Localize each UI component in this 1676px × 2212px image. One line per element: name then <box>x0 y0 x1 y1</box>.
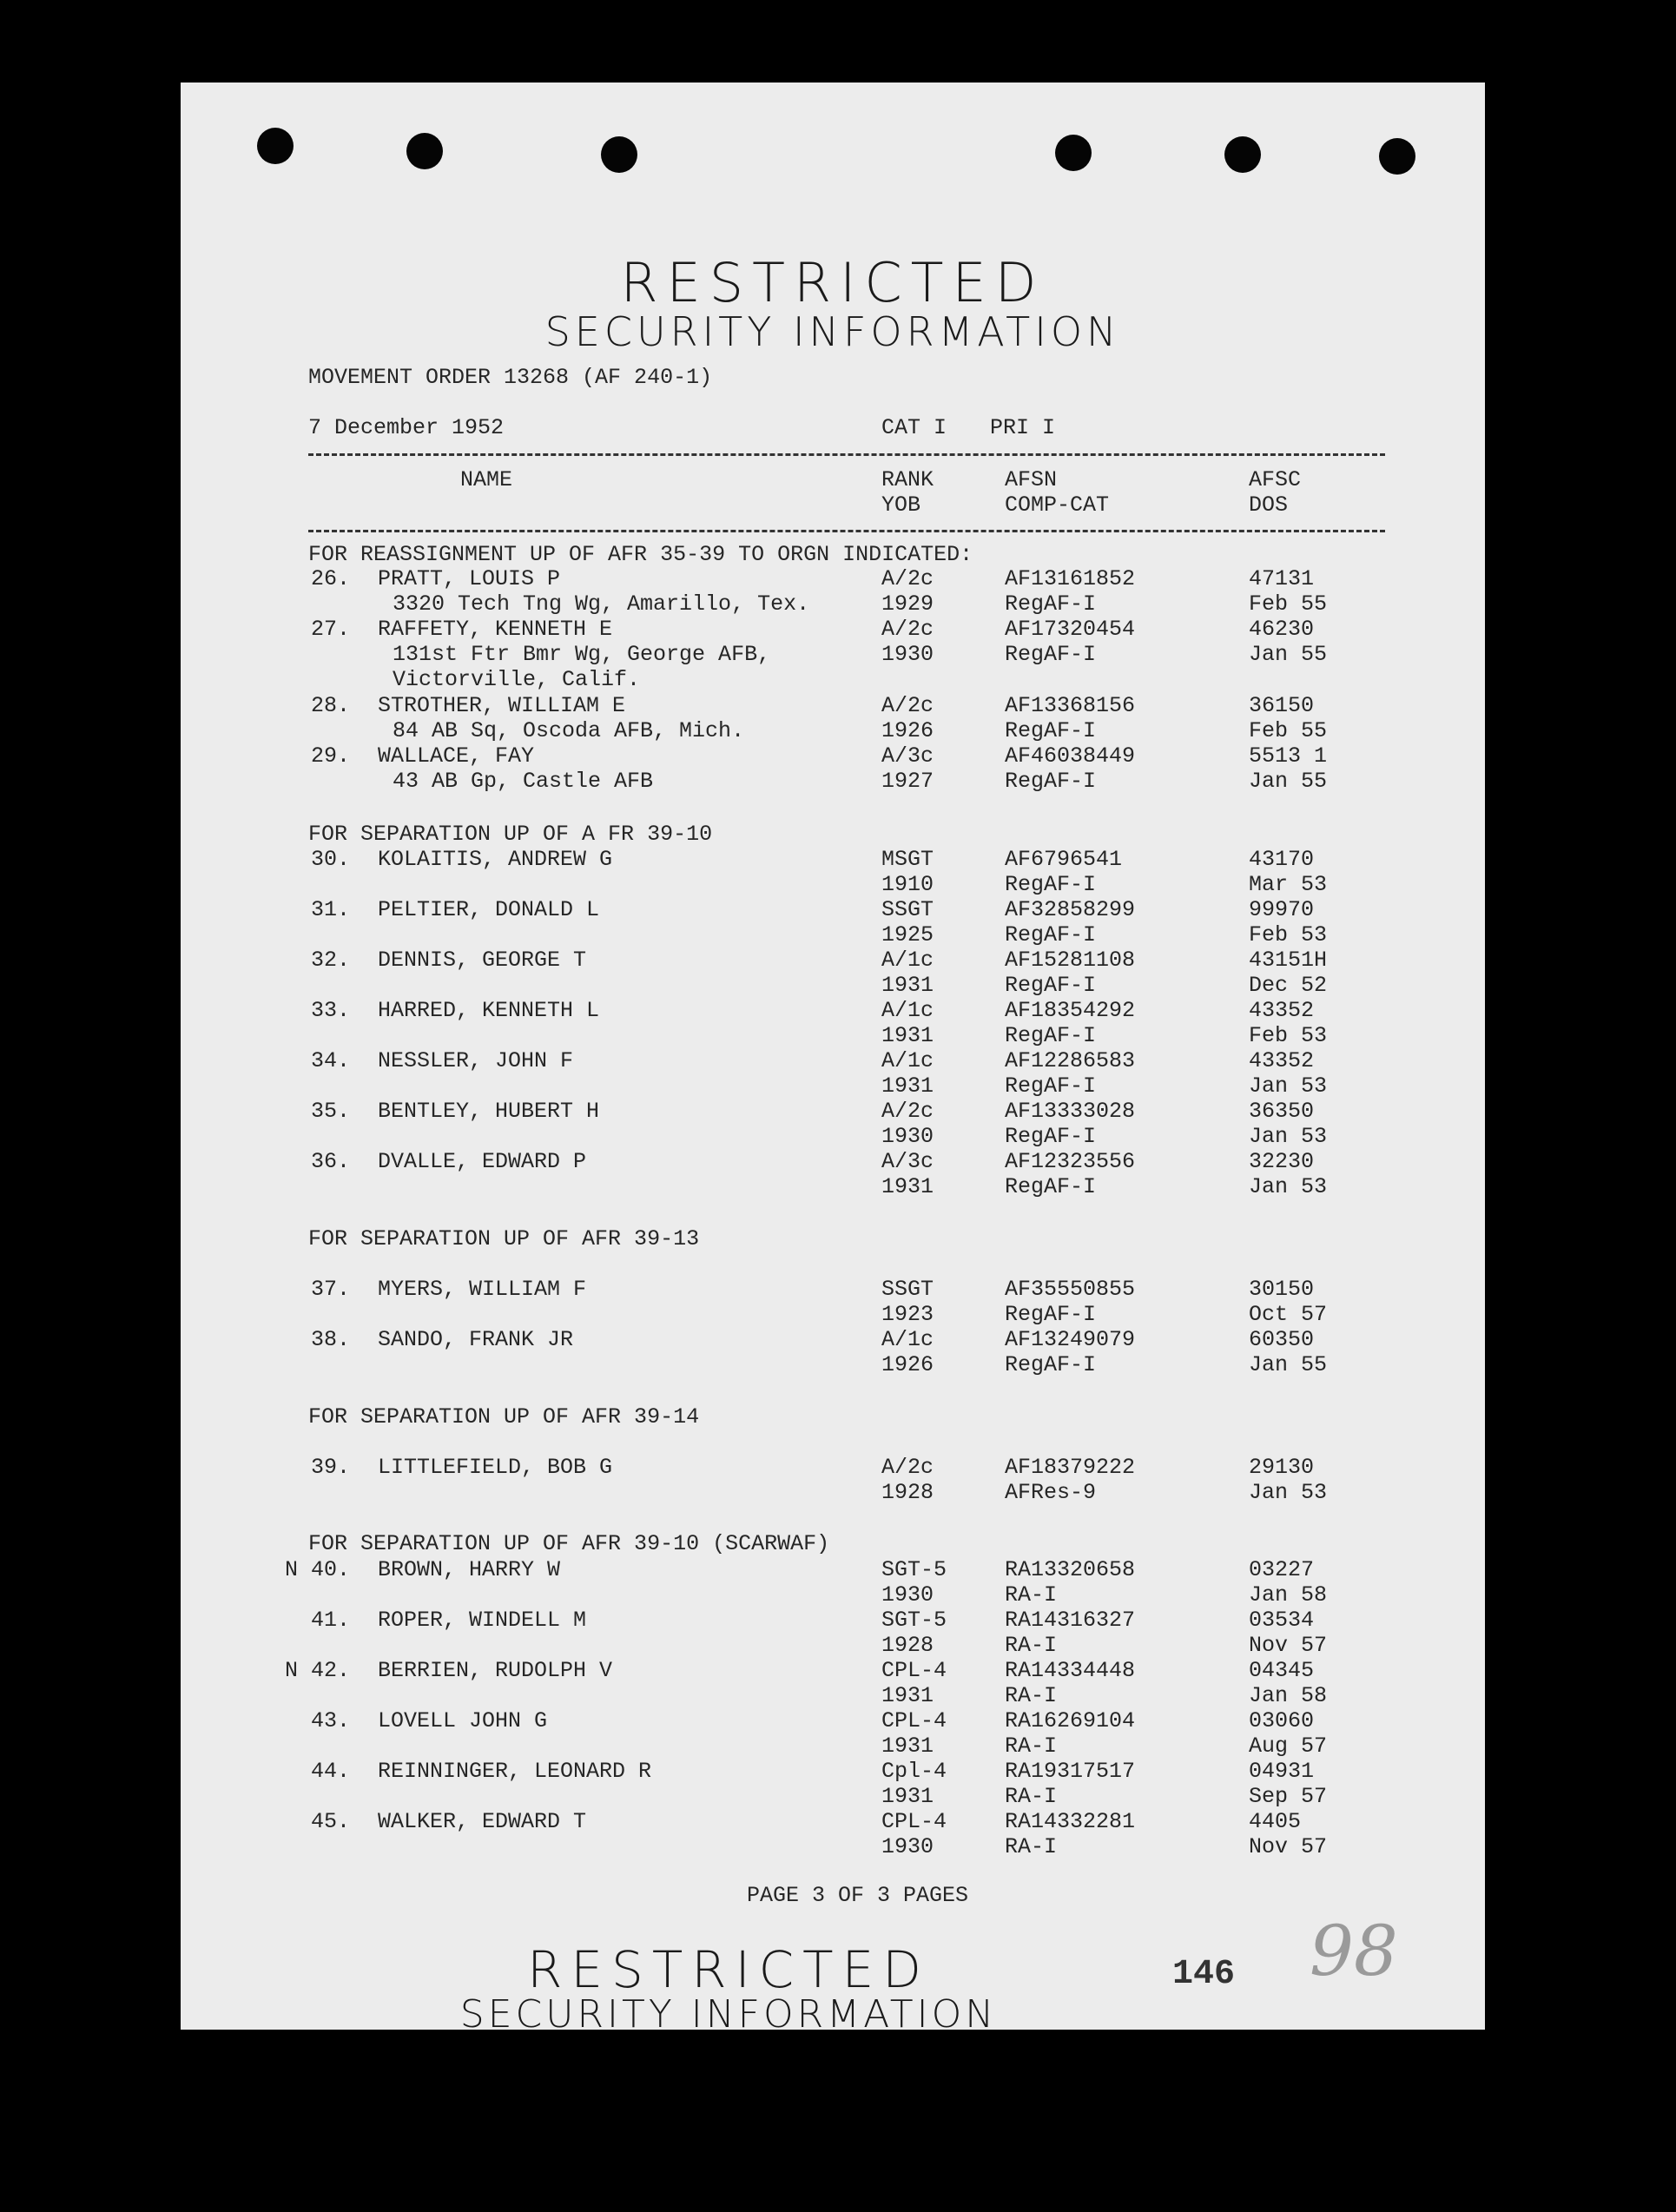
entry-number: 29. <box>311 743 351 769</box>
entry-unit: 3320 Tech Tng Wg, Amarillo, Tex. <box>393 591 810 617</box>
section-heading: FOR SEPARATION UP OF AFR 39-10 (SCARWAF) <box>308 1531 830 1556</box>
entry-name: SANDO, FRANK JR <box>378 1327 574 1352</box>
entry-rank: A/2c <box>881 693 934 718</box>
entry-number: 35. <box>311 1099 351 1124</box>
entry-name: LITTLEFIELD, BOB G <box>378 1455 613 1480</box>
entry-number: 45. <box>311 1809 351 1834</box>
entry-rank: Cpl-4 <box>881 1759 947 1784</box>
entry-rank: A/1c <box>881 948 934 973</box>
punch-hole <box>406 133 443 169</box>
entry-afsn: RA19317517 <box>1005 1759 1136 1784</box>
entry-dos: Jan 58 <box>1249 1683 1328 1708</box>
restricted-stamp-top <box>181 251 1485 355</box>
entry-dos: Jan 55 <box>1249 642 1328 667</box>
entry-dos: Jan 55 <box>1249 769 1328 794</box>
entry-name: STROTHER, WILLIAM E <box>378 693 626 718</box>
category: CAT I <box>881 415 947 440</box>
entry-afsc: 47131 <box>1249 566 1315 591</box>
entry-afsn: RA14316327 <box>1005 1608 1136 1633</box>
entry-dos: Dec 52 <box>1249 973 1328 998</box>
entry-number: 41. <box>311 1608 351 1633</box>
entry-afsc: 5513 1 <box>1249 743 1328 769</box>
entry-dos: Jan 53 <box>1249 1480 1328 1505</box>
priority: PRI I <box>990 415 1056 440</box>
entry-yob: 1931 <box>881 1733 934 1759</box>
entry-afsc: 43352 <box>1249 1048 1315 1073</box>
entry-rank: A/3c <box>881 743 934 769</box>
entry-name: RAFFETY, KENNETH E <box>378 617 613 642</box>
punch-hole <box>601 136 637 173</box>
entry-rank: A/2c <box>881 566 934 591</box>
entry-rank: A/2c <box>881 1455 934 1480</box>
entry-comp-cat: RegAF-I <box>1005 1124 1097 1149</box>
entry-number: 39. <box>311 1455 351 1480</box>
entry-yob: 1910 <box>881 872 934 897</box>
entry-comp-cat: RA-I <box>1005 1834 1058 1859</box>
entry-dos: Nov 57 <box>1249 1633 1328 1658</box>
entry-afsc: 60350 <box>1249 1327 1315 1352</box>
entry-comp-cat: RA-I <box>1005 1582 1058 1608</box>
entry-unit: 131st Ftr Bmr Wg, George AFB, <box>393 642 771 667</box>
entry-name: DENNIS, GEORGE T <box>378 948 587 973</box>
entry-dos: Feb 55 <box>1249 591 1328 617</box>
section-heading: FOR SEPARATION UP OF A FR 39-10 <box>308 822 713 847</box>
entry-rank: A/3c <box>881 1149 934 1174</box>
entry-afsn: RA13320658 <box>1005 1557 1136 1582</box>
entry-afsc: 03060 <box>1249 1708 1315 1733</box>
entry-yob: 1929 <box>881 591 934 617</box>
entry-name: NESSLER, JOHN F <box>378 1048 574 1073</box>
entry-afsc: 4405 <box>1249 1809 1302 1834</box>
entry-yob: 1931 <box>881 1174 934 1199</box>
entry-dos: Feb 53 <box>1249 1023 1328 1048</box>
entry-rank: A/2c <box>881 1099 934 1124</box>
entry-unit: 43 AB Gp, Castle AFB <box>393 769 654 794</box>
entry-rank: SGT-5 <box>881 1557 947 1582</box>
entry-yob: 1923 <box>881 1302 934 1327</box>
entry-yob: 1928 <box>881 1633 934 1658</box>
entry-afsc: 43170 <box>1249 847 1315 872</box>
entry-yob: 1930 <box>881 1582 934 1608</box>
entry-afsn: RA16269104 <box>1005 1708 1136 1733</box>
section-heading: FOR SEPARATION UP OF AFR 39-13 <box>308 1226 700 1251</box>
entry-dos: Jan 53 <box>1249 1124 1328 1149</box>
entry-comp-cat: RegAF-I <box>1005 1023 1097 1048</box>
entry-dos: Jan 58 <box>1249 1582 1328 1608</box>
entry-yob: 1931 <box>881 1784 934 1809</box>
entry-dos: Oct 57 <box>1249 1302 1328 1327</box>
entry-number: 37. <box>311 1277 351 1302</box>
entry-number: N 42. <box>285 1658 351 1683</box>
entry-yob: 1926 <box>881 1352 934 1377</box>
entry-afsn: AF13333028 <box>1005 1099 1136 1124</box>
entry-name: BERRIEN, RUDOLPH V <box>378 1658 613 1683</box>
stamp-line-2: SECURITY INFORMATION <box>544 308 1121 355</box>
entry-afsn: AF13161852 <box>1005 566 1136 591</box>
entry-unit: 84 AB Sq, Oscoda AFB, Mich. <box>393 718 745 743</box>
entry-comp-cat: RegAF-I <box>1005 872 1097 897</box>
punch-hole <box>1055 135 1092 171</box>
stamp-line-2: SECURITY INFORMATION <box>459 1992 998 2037</box>
entry-yob: 1931 <box>881 1683 934 1708</box>
entry-name: KOLAITIS, ANDREW G <box>378 847 613 872</box>
entry-afsc: 03534 <box>1249 1608 1315 1633</box>
header-name: NAME <box>460 467 513 492</box>
entry-yob: 1930 <box>881 642 934 667</box>
entry-rank: A/1c <box>881 1048 934 1073</box>
entry-afsn: AF13249079 <box>1005 1327 1136 1352</box>
entry-comp-cat: RegAF-I <box>1005 769 1097 794</box>
entry-dos: Mar 53 <box>1249 872 1328 897</box>
entry-comp-cat: RegAF-I <box>1005 591 1097 617</box>
entry-rank: CPL-4 <box>881 1658 947 1683</box>
entry-unit: Victorville, Calif. <box>393 667 641 692</box>
entry-comp-cat: RA-I <box>1005 1784 1058 1809</box>
entry-number: 31. <box>311 897 351 922</box>
handwritten-number: 98 <box>1310 1911 1398 1991</box>
entry-afsn: AF17320454 <box>1005 617 1136 642</box>
entry-afsc: 32230 <box>1249 1149 1315 1174</box>
entry-afsn: RA14332281 <box>1005 1809 1136 1834</box>
entry-number: 30. <box>311 847 351 872</box>
entry-number: 28. <box>311 693 351 718</box>
entry-dos: Jan 53 <box>1249 1073 1328 1099</box>
entry-yob: 1928 <box>881 1480 934 1505</box>
entry-rank: SGT-5 <box>881 1608 947 1633</box>
entry-comp-cat: RegAF-I <box>1005 1174 1097 1199</box>
entry-name: HARRED, KENNETH L <box>378 998 600 1023</box>
entry-afsn: AF12323556 <box>1005 1149 1136 1174</box>
punch-hole <box>257 128 294 164</box>
entry-dos: Aug 57 <box>1249 1733 1328 1759</box>
entry-yob: 1926 <box>881 718 934 743</box>
entry-afsc: 36350 <box>1249 1099 1315 1124</box>
page-number: 146 <box>1172 1955 1236 1994</box>
entry-comp-cat: RegAF-I <box>1005 922 1097 948</box>
punch-hole <box>1224 136 1261 173</box>
punch-hole <box>1379 138 1415 175</box>
date-line: 7 December 1952 <box>308 415 505 440</box>
entry-afsc: 99970 <box>1249 897 1315 922</box>
entry-rank: CPL-4 <box>881 1708 947 1733</box>
entry-number: 27. <box>311 617 351 642</box>
entry-yob: 1930 <box>881 1834 934 1859</box>
entry-afsc: 36150 <box>1249 693 1315 718</box>
entry-name: BROWN, HARRY W <box>378 1557 561 1582</box>
entry-afsc: 29130 <box>1249 1455 1315 1480</box>
entry-yob: 1931 <box>881 1023 934 1048</box>
entry-number: 44. <box>311 1759 351 1784</box>
entry-afsn: AF18379222 <box>1005 1455 1136 1480</box>
entry-afsn: AF15281108 <box>1005 948 1136 973</box>
entry-name: ROPER, WINDELL M <box>378 1608 587 1633</box>
entry-dos: Jan 53 <box>1249 1174 1328 1199</box>
entry-comp-cat: RegAF-I <box>1005 718 1097 743</box>
entry-afsc: 30150 <box>1249 1277 1315 1302</box>
entry-name: REINNINGER, LEONARD R <box>378 1759 652 1784</box>
entry-number: 33. <box>311 998 351 1023</box>
dashed-separator <box>308 530 1385 532</box>
entry-name: PELTIER, DONALD L <box>378 897 600 922</box>
entry-afsn: AF46038449 <box>1005 743 1136 769</box>
entry-name: DVALLE, EDWARD P <box>378 1149 587 1174</box>
entry-afsn: AF35550855 <box>1005 1277 1136 1302</box>
entry-comp-cat: RA-I <box>1005 1683 1058 1708</box>
entry-yob: 1931 <box>881 973 934 998</box>
stamp-line-1: RESTRICTED <box>527 1940 930 1999</box>
entry-yob: 1927 <box>881 769 934 794</box>
entry-rank: SSGT <box>881 1277 934 1302</box>
entry-afsc: 03227 <box>1249 1557 1315 1582</box>
page-footer: PAGE 3 OF 3 PAGES <box>747 1883 969 1908</box>
entry-dos: Sep 57 <box>1249 1784 1328 1809</box>
entry-comp-cat: RA-I <box>1005 1733 1058 1759</box>
dashed-separator <box>308 453 1385 456</box>
entry-dos: Feb 55 <box>1249 718 1328 743</box>
section-heading: FOR REASSIGNMENT UP OF AFR 35-39 TO ORGN INDICATED: <box>308 542 973 567</box>
entry-name: WALKER, EDWARD T <box>378 1809 587 1834</box>
entry-number: 34. <box>311 1048 351 1073</box>
entry-afsc: 04345 <box>1249 1658 1315 1683</box>
entry-yob: 1931 <box>881 1073 934 1099</box>
header-yob: YOB <box>881 492 921 518</box>
header-dos: DOS <box>1249 492 1289 518</box>
entry-comp-cat: RegAF-I <box>1005 642 1097 667</box>
entry-rank: SSGT <box>881 897 934 922</box>
entry-afsc: 43151H <box>1249 948 1328 973</box>
entry-rank: MSGT <box>881 847 934 872</box>
entry-afsn: RA14334448 <box>1005 1658 1136 1683</box>
entry-number: 38. <box>311 1327 351 1352</box>
entry-afsn: AF18354292 <box>1005 998 1136 1023</box>
entry-number: N 40. <box>285 1557 351 1582</box>
entry-rank: A/1c <box>881 998 934 1023</box>
entry-afsn: AF6796541 <box>1005 847 1123 872</box>
entry-name: MYERS, WILLIAM F <box>378 1277 587 1302</box>
entry-comp-cat: RegAF-I <box>1005 1073 1097 1099</box>
stamp-line-1: RESTRICTED <box>620 251 1046 314</box>
entry-comp-cat: RA-I <box>1005 1633 1058 1658</box>
header-comp-cat: COMP-CAT <box>1005 492 1110 518</box>
entry-afsc: 43352 <box>1249 998 1315 1023</box>
entry-comp-cat: AFRes-9 <box>1005 1480 1097 1505</box>
order-line: MOVEMENT ORDER 13268 (AF 240-1) <box>308 365 713 390</box>
entry-yob: 1925 <box>881 922 934 948</box>
entry-name: LOVELL JOHN G <box>378 1708 548 1733</box>
entry-number: 32. <box>311 948 351 973</box>
entry-number: 26. <box>311 566 351 591</box>
entry-number: 43. <box>311 1708 351 1733</box>
entry-afsn: AF32858299 <box>1005 897 1136 922</box>
entry-afsn: AF13368156 <box>1005 693 1136 718</box>
header-afsn: AFSN <box>1005 467 1058 492</box>
entry-number: 36. <box>311 1149 351 1174</box>
entry-name: PRATT, LOUIS P <box>378 566 561 591</box>
entry-dos: Feb 53 <box>1249 922 1328 948</box>
entry-rank: A/2c <box>881 617 934 642</box>
entry-afsc: 04931 <box>1249 1759 1315 1784</box>
entry-dos: Nov 57 <box>1249 1834 1328 1859</box>
entry-comp-cat: RegAF-I <box>1005 1352 1097 1377</box>
entry-comp-cat: RegAF-I <box>1005 973 1097 998</box>
section-heading: FOR SEPARATION UP OF AFR 39-14 <box>308 1404 700 1430</box>
entry-yob: 1930 <box>881 1124 934 1149</box>
header-rank: RANK <box>881 467 934 492</box>
entry-rank: CPL-4 <box>881 1809 947 1834</box>
entry-afsn: AF12286583 <box>1005 1048 1136 1073</box>
entry-name: WALLACE, FAY <box>378 743 535 769</box>
entry-rank: A/1c <box>881 1327 934 1352</box>
header-afsc: AFSC <box>1249 467 1302 492</box>
entry-comp-cat: RegAF-I <box>1005 1302 1097 1327</box>
entry-dos: Jan 55 <box>1249 1352 1328 1377</box>
entry-name: BENTLEY, HUBERT H <box>378 1099 600 1124</box>
entry-afsc: 46230 <box>1249 617 1315 642</box>
